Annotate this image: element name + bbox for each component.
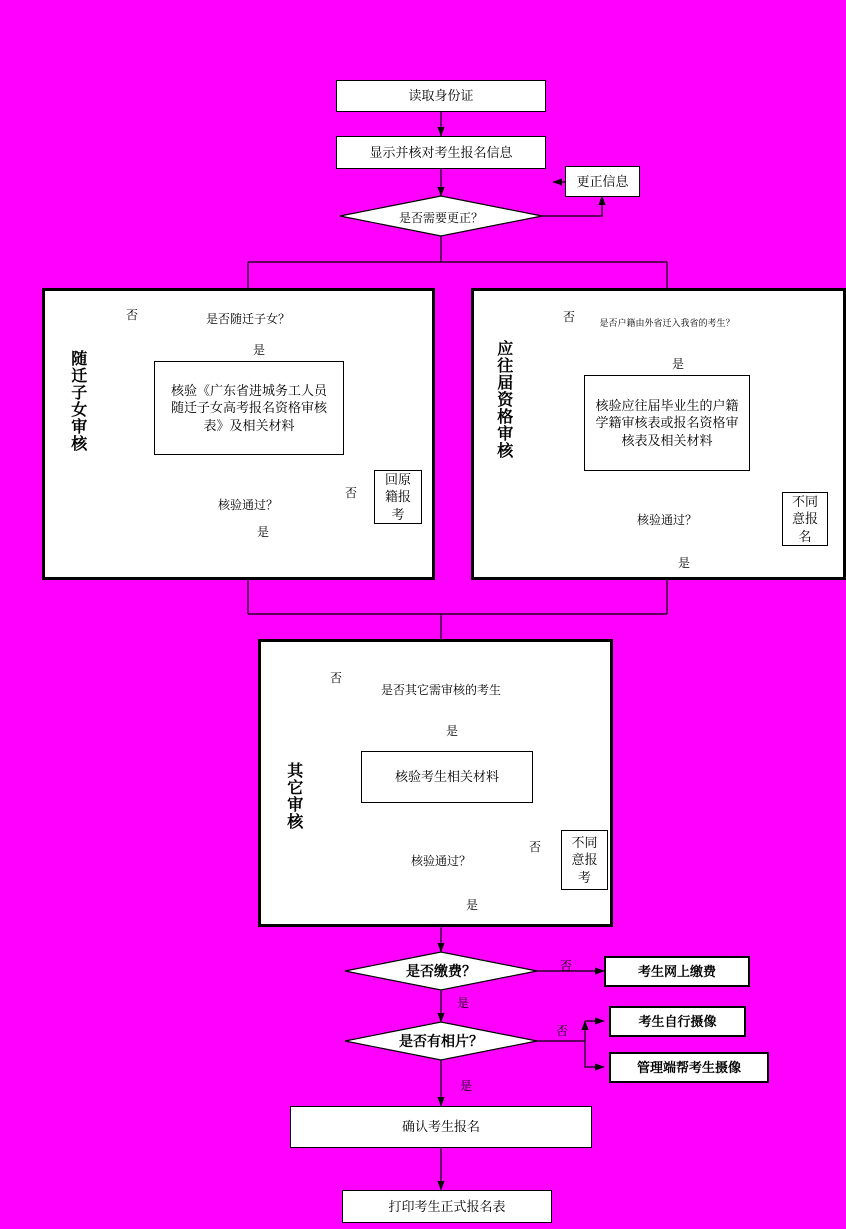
node-online-pay[interactable]: 考生网上缴费 bbox=[604, 956, 750, 987]
node-has-photo[interactable] bbox=[345, 1031, 537, 1051]
node-has-photo-label: 是否有相片？ bbox=[399, 1033, 483, 1049]
node-is-paid[interactable] bbox=[345, 961, 537, 981]
node-self-photo[interactable]: 考生自行摄像 bbox=[609, 1006, 746, 1037]
edge-label-other-pass-no: 否 bbox=[529, 840, 542, 854]
edge-label-graduate-yes: 是 bbox=[672, 357, 685, 371]
node-disagree-register[interactable]: 不同意报名 bbox=[782, 492, 828, 546]
node-verify-migrant-docs[interactable]: 核验《广东省进城务工人员随迁子女高考报名资格审核表》及相关材料 bbox=[154, 361, 344, 455]
node-migrant-pass[interactable] bbox=[171, 494, 325, 514]
edge-label-paid-no: 否 bbox=[560, 959, 573, 973]
node-is-migrant-child[interactable] bbox=[171, 308, 325, 328]
edge-label-other-pass-yes: 是 bbox=[466, 898, 479, 912]
node-graduate-pass-label: 核验通过？ bbox=[636, 512, 697, 527]
node-other-pass[interactable] bbox=[357, 850, 525, 870]
node-is-paid-label: 是否缴费？ bbox=[406, 963, 476, 979]
node-need-correct[interactable] bbox=[340, 206, 542, 228]
edge-label-migrant-yes: 是 bbox=[253, 343, 266, 357]
node-other-need-check[interactable] bbox=[342, 679, 540, 699]
edge-label-other-yes: 是 bbox=[446, 724, 459, 738]
node-confirm-register[interactable]: 确认考生报名 bbox=[290, 1106, 592, 1148]
node-admin-photo[interactable]: 管理端帮考生摄像 bbox=[609, 1052, 769, 1083]
group-title-other: 其它审核 bbox=[284, 762, 302, 830]
node-print-form[interactable]: 打印考生正式报名表 bbox=[342, 1190, 552, 1223]
group-title-graduate: 应往届资格审核 bbox=[494, 340, 512, 459]
edge-label-migrant-pass-no: 否 bbox=[345, 486, 358, 500]
node-show-info[interactable]: 显示并核对考生报名信息 bbox=[336, 136, 546, 169]
edge-label-other-no: 否 bbox=[330, 671, 343, 685]
edge-label-migrant-no: 否 bbox=[126, 308, 139, 322]
node-disagree-apply[interactable]: 不同意报考 bbox=[561, 830, 608, 890]
node-correct-info[interactable]: 更正信息 bbox=[565, 166, 640, 197]
edge-label-migrant-pass-yes: 是 bbox=[257, 525, 270, 539]
node-is-migrant-child-label: 是否随迁子女？ bbox=[205, 311, 290, 326]
edge-label-graduate-pass-yes: 是 bbox=[678, 556, 691, 570]
node-verify-other-docs[interactable]: 核验考生相关材料 bbox=[361, 751, 533, 803]
edge-label-graduate-no: 否 bbox=[563, 310, 576, 324]
node-is-household-moved[interactable] bbox=[590, 313, 744, 331]
edge-label-photo-no: 否 bbox=[556, 1024, 569, 1038]
node-read-id[interactable]: 读取身份证 bbox=[336, 80, 546, 112]
edge-label-photo-yes: 是 bbox=[460, 1079, 473, 1093]
node-other-need-check-label: 是否其它需审核的考生 bbox=[380, 682, 501, 697]
node-need-correct-label: 是否需要更正？ bbox=[398, 210, 483, 225]
node-other-pass-label: 核验通过？ bbox=[410, 853, 471, 868]
node-graduate-pass[interactable] bbox=[590, 509, 744, 529]
node-verify-graduate-docs[interactable]: 核验应往届毕业生的户籍学籍审核表或报名资格审核表及相关材料 bbox=[584, 375, 750, 471]
node-migrant-pass-label: 核验通过？ bbox=[217, 497, 278, 512]
edge-label-paid-yes: 是 bbox=[457, 996, 470, 1010]
node-is-household-moved-label: 是否户籍由外省迁入我省的考生？ bbox=[599, 317, 735, 328]
node-back-to-origin[interactable]: 回原籍报考 bbox=[374, 470, 422, 524]
group-title-migrant: 随迁子女审核 bbox=[68, 350, 86, 452]
